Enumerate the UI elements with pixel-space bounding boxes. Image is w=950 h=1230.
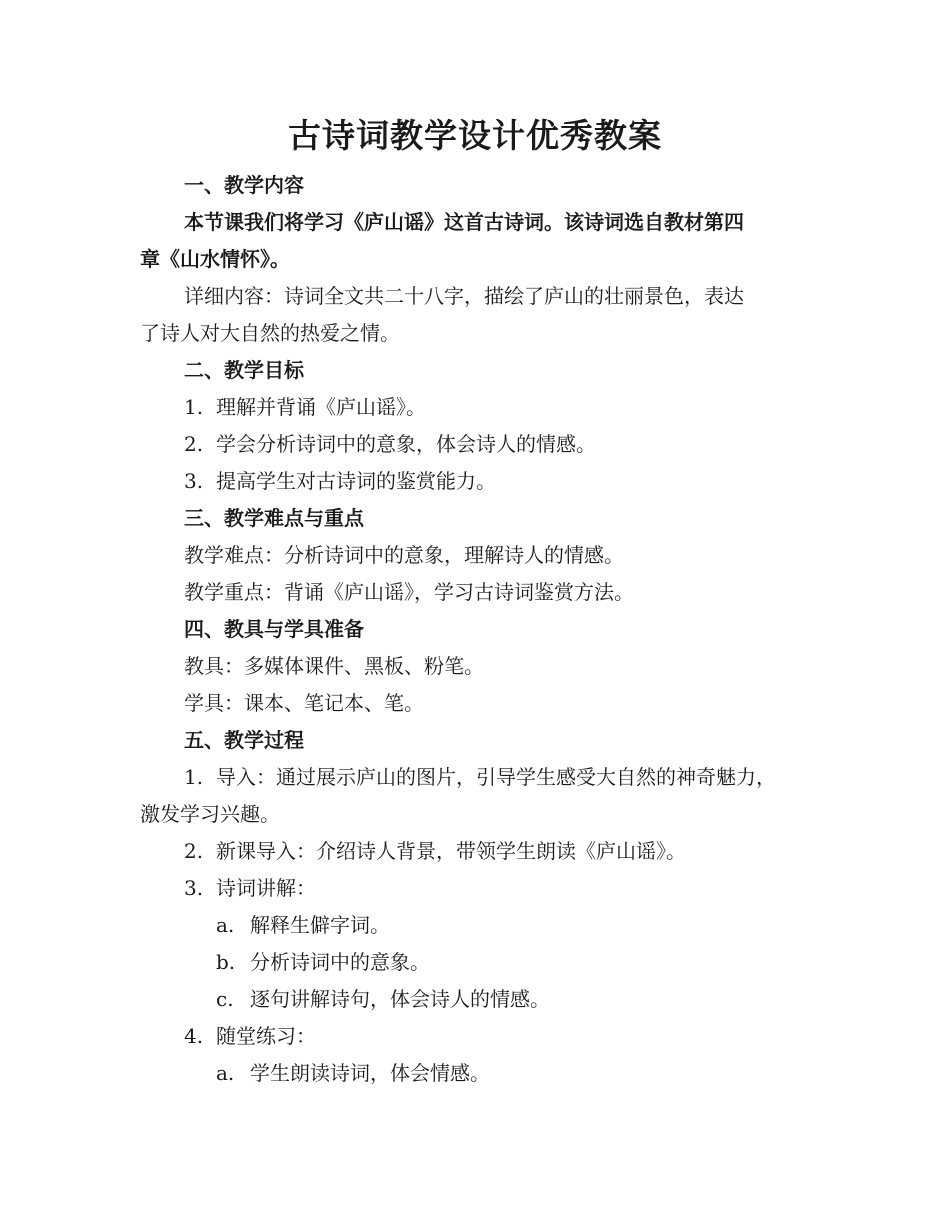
objective-text: 理解并背诵《庐山谣》。 xyxy=(216,395,426,419)
section-heading-difficulty: 三、教学难点与重点 xyxy=(184,506,364,530)
objective-text: 提高学生对古诗词的鉴赏能力。 xyxy=(216,469,496,493)
list-number: 2. xyxy=(184,839,204,863)
objective-text: 学会分析诗词中的意象，体会诗人的情感。 xyxy=(216,432,596,456)
process-step-1-line-2: 激发学习兴趣。 xyxy=(140,802,280,826)
list-number: 1. xyxy=(184,395,204,419)
process-step-text: 新课导入：介绍诗人背景，带领学生朗读《庐山谣》。 xyxy=(216,839,686,863)
process-step-2 xyxy=(140,836,874,866)
process-step-4 xyxy=(140,1021,874,1051)
teacher-materials-text: 教具：多媒体课件、黑板、粉笔。 xyxy=(184,654,484,678)
process-substep xyxy=(140,910,906,940)
section-heading-materials: 四、教具与学具准备 xyxy=(184,617,364,641)
document-title: 古诗词教学设计优秀教案 xyxy=(288,116,662,155)
process-substep xyxy=(140,984,906,1014)
list-number: 1. xyxy=(184,765,204,789)
objective-item xyxy=(140,429,874,459)
sub-label: a. xyxy=(216,913,235,937)
substep-text: 逐句讲解诗句，体会诗人的情感。 xyxy=(250,987,550,1011)
process-step-text: 随堂练习： xyxy=(216,1024,316,1048)
student-materials-text: 学具：课本、笔记本、笔。 xyxy=(184,691,424,715)
process-step-3 xyxy=(140,873,874,903)
process-step-1-line-1 xyxy=(140,762,874,792)
sub-label: a. xyxy=(216,1061,235,1085)
substep-text: 学生朗读诗词，体会情感。 xyxy=(250,1061,490,1085)
process-substep xyxy=(140,947,906,977)
key-point-text: 教学重点：背诵《庐山谣》，学习古诗词鉴赏方法。 xyxy=(184,580,634,604)
objective-item xyxy=(140,392,874,422)
objective-item xyxy=(140,466,874,496)
content-detail-line-2: 了诗人对大自然的热爱之情。 xyxy=(140,321,400,345)
list-number: 4. xyxy=(184,1024,204,1048)
list-number: 3. xyxy=(184,469,204,493)
process-substep xyxy=(140,1058,906,1088)
process-step-text: 导入：通过展示庐山的图片，引导学生感受大自然的神奇魅力， xyxy=(216,765,776,789)
list-number: 2. xyxy=(184,432,204,456)
content-intro-line-2: 章《山水情怀》。 xyxy=(140,247,290,271)
list-number: 3. xyxy=(184,876,204,900)
difficulty-text: 教学难点：分析诗词中的意象，理解诗人的情感。 xyxy=(184,543,624,567)
sub-label: c. xyxy=(216,987,234,1011)
substep-text: 解释生僻字词。 xyxy=(250,913,390,937)
sub-label: b. xyxy=(216,950,236,974)
process-step-text: 诗词讲解： xyxy=(216,876,316,900)
section-heading-objectives: 二、教学目标 xyxy=(184,358,304,382)
section-heading-process: 五、教学过程 xyxy=(184,728,304,752)
substep-text: 分析诗词中的意象。 xyxy=(250,950,430,974)
content-detail-line-1: 详细内容：诗词全文共二十八字，描绘了庐山的壮丽景色，表达 xyxy=(184,284,744,308)
section-heading-content: 一、教学内容 xyxy=(184,173,304,197)
content-intro-line-1: 本节课我们将学习《庐山谣》这首古诗词。该诗词选自教材第四 xyxy=(184,210,744,234)
